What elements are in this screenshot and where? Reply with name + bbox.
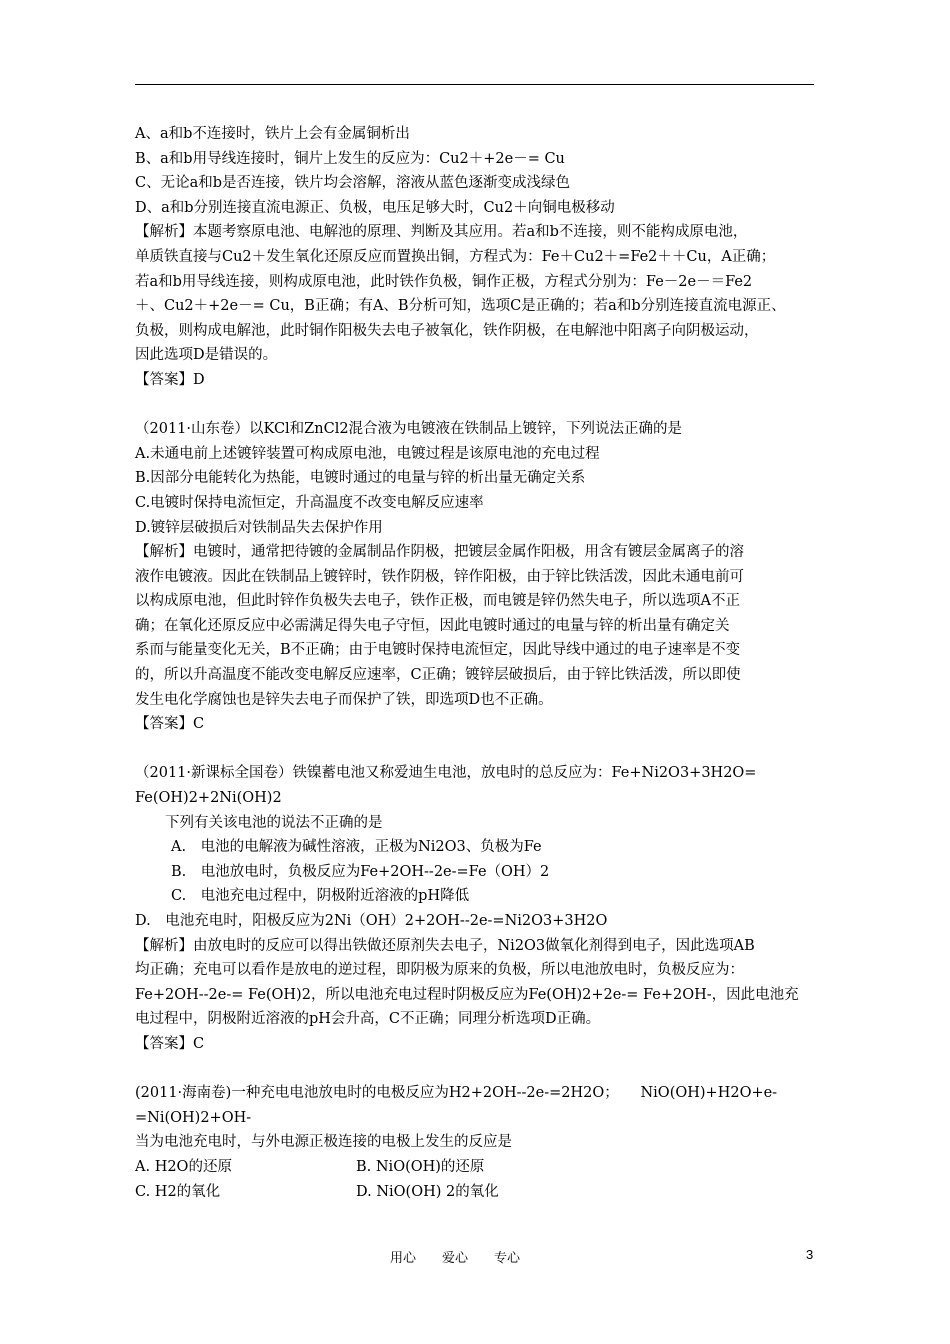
option-a: A. H2O的还原 (135, 1158, 232, 1175)
block3-answer: 【答案】C (135, 1035, 205, 1052)
option-c: C. H2的氧化 (135, 1183, 221, 1200)
analysis-line: 因此选项D是错误的。 (135, 347, 278, 364)
analysis-line: Fe+2OH--2e-= Fe(OH)2，所以电池充电过程时阴极反应为Fe(OH)2+2e-= Fe+2OH-，因此电池充 (135, 986, 799, 1003)
block3-analysis (135, 934, 825, 1032)
spacer (135, 737, 825, 762)
footer-motto: 用心 爱心 专心 (390, 1251, 521, 1266)
option-b: B、a和b用导线连接时，铜片上发生的反应为：Cu2＋+2e－= Cu (135, 150, 565, 167)
block1-analysis (135, 220, 825, 368)
block3-question (135, 761, 825, 810)
analysis-line: 单质铁直接与Cu2＋发生氧化还原反应而置换出铜，方程式为：Fe＋Cu2＋=Fe2＋＋Cu，A正确； (135, 248, 776, 265)
question-line: (2011·海南卷)一种充电电池放电时的电极反应为H2+2OH--2e-=2H2O； NiO(OH)+H2O+e- (135, 1085, 778, 1102)
option-d: D. 电池充电时，阳极反应为2Ni（OH）2+2OH--2e-=Ni2O3+3H2O (135, 913, 608, 929)
analysis-line: 【解析】本题考察原电池、电解池的原理、判断及其应用。若a和b不连接，则不能构成原电池， (135, 224, 748, 241)
block3-options (135, 835, 825, 909)
block4-prompt: 当为电池充电时，与外电源正极连接的电极上发生的反应是 (135, 1134, 512, 1151)
analysis-line: 发生电化学腐蚀也是锌失去电子而保护了铁，即选项D也不正确。 (135, 691, 553, 708)
option-d: D. NiO(OH) 2的氧化 (356, 1183, 499, 1200)
option-c: C.电镀时保持电流恒定，升高温度不改变电解反应速率 (135, 494, 484, 511)
question-line: （2011·新课标全国卷）铁镍蓄电池又称爱迪生电池，放电时的总反应为：Fe+Ni2O3+3H2O= (135, 765, 757, 782)
option-c: C. 电池充电过程中，阴极附近溶液的pH降低 (171, 888, 470, 905)
analysis-line: 液作电镀液。因此在铁制品上镀锌时，铁作阴极，锌作阳极，由于锌比铁活泼，因此未通电前可 (135, 568, 744, 585)
block4-question (135, 1081, 825, 1130)
spacer (135, 1057, 825, 1082)
header-rule (135, 84, 814, 85)
question-line: =Ni(OH)2+OH- (135, 1109, 252, 1126)
analysis-line: 的，所以升高温度不能改变电解反应速率，C正确；镀锌层破损后，由于锌比铁活泼，所以即使 (135, 667, 741, 684)
option-a: A、a和b不连接时，铁片上会有金属铜析出 (135, 126, 410, 142)
analysis-line: ＋、Cu2＋+2e－= Cu，B正确；有A、B分析可知，选项C是正确的；若a和b分别连接直流电源正、 (135, 298, 786, 315)
analysis-line: 【解析】由放电时的反应可以得出铁做还原剂失去电子，Ni2O3做氧化剂得到电子，因此选项AB (135, 937, 755, 954)
analysis-line: 以构成原电池，但此时锌作负极失去电子，铁作正极，而电镀是锌仍然失电子，所以选项A不正 (135, 593, 740, 610)
analysis-line: 系而与能量变化无关，B不正确；由于电镀时保持电流恒定，因此导线中通过的电子速率是不变 (135, 642, 741, 659)
option-b: B. NiO(OH)的还原 (356, 1158, 485, 1175)
analysis-line: 电过程中，阴极附近溶液的pH会升高，C不正确；同理分析选项D正确。 (135, 1011, 601, 1028)
block4-options-row1 (135, 1155, 825, 1180)
analysis-line: 均正确；充电可以看作是放电的逆过程，即阴极为原来的负极，所以电池放电时，负极反应为： (135, 962, 744, 979)
block1-answer: 【答案】D (135, 371, 205, 388)
analysis-line: 若a和b用导线连接，则构成原电池，此时铁作负极，铜作正极，方程式分别为：Fe－2e－＝Fe2 (135, 273, 753, 290)
block1-options (135, 122, 825, 220)
analysis-line: 负极，则构成电解池，此时铜作阳极失去电子被氧化，铁作阴极，在电解池中阳离子向阴极运动， (135, 322, 759, 339)
question-line: Fe(OH)2+2Ni(OH)2 (135, 790, 282, 807)
option-b: B. 电池放电时，负极反应为Fe+2OH--2e-=Fe（OH）2 (171, 863, 550, 880)
block4-options-row2 (135, 1180, 825, 1205)
block2-options (135, 442, 825, 540)
page-content (135, 122, 825, 1204)
page-number: 3 (806, 1247, 814, 1262)
option-c: C、无论a和b是否连接，铁片均会溶解，溶液从蓝色逐渐变成浅绿色 (135, 175, 571, 192)
option-d: D、a和b分别连接直流电源正、负极，电压足够大时，Cu2＋向铜电极移动 (135, 199, 615, 216)
analysis-line: 确；在氧化还原反应中必需满足得失电子守恒，因此电镀时通过的电量与锌的析出量有确定关 (135, 617, 730, 634)
block3-prompt: 下列有关该电池的说法不正确的是 (165, 814, 383, 831)
block2-analysis (135, 540, 825, 712)
option-a: A. 电池的电解液为碱性溶液，正极为Ni2O3、负极为Fe (171, 839, 542, 856)
option-d: D.镀锌层破损后对铁制品失去保护作用 (135, 519, 383, 536)
block2-answer: 【答案】C (135, 716, 205, 733)
option-b: B.因部分电能转化为热能，电镀时通过的电量与锌的析出量无确定关系 (135, 470, 586, 487)
option-a: A.未通电前上述镀锌装置可构成原电池，电镀过程是该原电池的充电过程 (135, 445, 600, 462)
analysis-line: 【解析】电镀时，通常把待镀的金属制品作阴极，把镀层金属作阳极，用含有镀层金属离子的溶 (135, 544, 744, 561)
spacer (135, 393, 825, 418)
page-footer (0, 1247, 950, 1267)
block2-question: （2011·山东卷）以KCl和ZnCl2混合液为电镀液在铁制品上镀锌，下列说法正确的是 (135, 421, 683, 438)
